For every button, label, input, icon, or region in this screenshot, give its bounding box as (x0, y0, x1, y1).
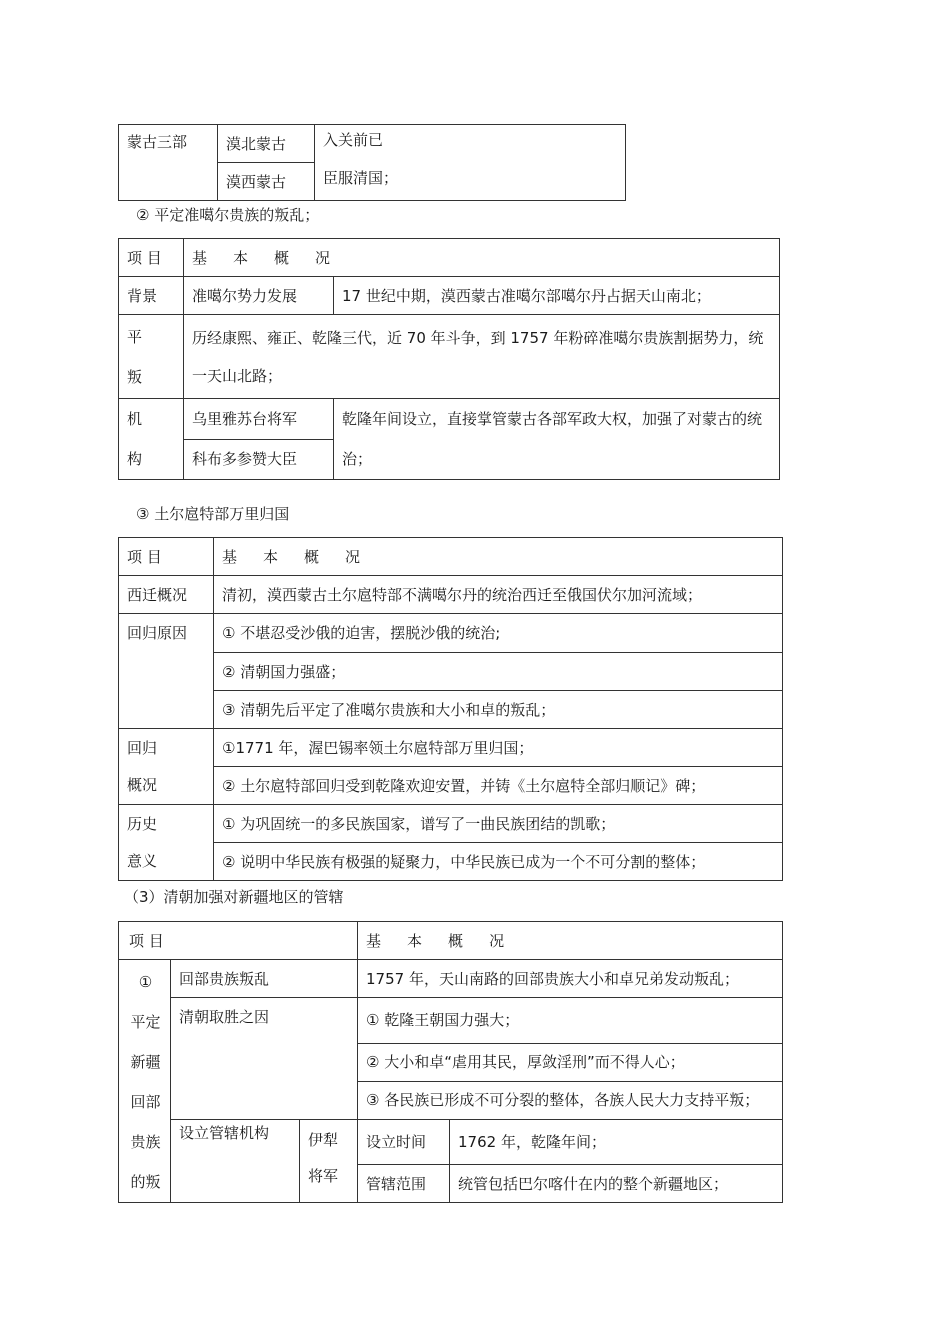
westward-label: 西迁概况 (119, 576, 214, 614)
header-basic: 基 本 概 况 (184, 239, 780, 277)
scope-text: 统管包括巴尔喀什在内的整个新疆地区； (450, 1165, 783, 1203)
jigou-sub2: 科布多参赞大臣 (184, 439, 334, 480)
header-item: 项 目 (119, 538, 214, 576)
moxi-mongol: 漠西蒙古 (218, 163, 315, 201)
return-overview-2: ② 土尔扈特部回归受到乾隆欢迎安置，并铸《土尔扈特全部归顺记》碑； (214, 767, 783, 805)
rebellion-label: 回部贵族叛乱 (171, 960, 358, 998)
return-reason-1: ① 不堪忍受沙俄的迫害，摆脱沙俄的统治; (214, 614, 783, 653)
significance-label: 历史 意义 (119, 805, 214, 881)
victory-reason-3: ③ 各民族已形成不可分裂的整体，各族人民大力支持平叛； (358, 1081, 783, 1119)
background-sub: 准噶尔势力发展 (184, 277, 334, 315)
jigou-sub1: 乌里雅苏台将军 (184, 399, 334, 440)
mongol-table (118, 124, 626, 201)
time-text: 1762 年，乾隆年间； (450, 1119, 783, 1165)
jigou-label: 机 构 (119, 399, 184, 480)
mobei-mongol: 漠北蒙古 (218, 125, 315, 163)
victory-reason-label: 清朝取胜之因 (171, 998, 358, 1120)
heading-xinjiang: （3）清朝加强对新疆地区的管辖 (124, 888, 344, 906)
victory-reason-1: ① 乾隆王朝国力强大； (358, 998, 783, 1044)
return-reason-2: ② 清朝国力强盛； (214, 653, 783, 691)
junggar-table (118, 238, 780, 480)
header-item: 项 目 (119, 922, 358, 960)
rebellion-text: 1757 年，天山南路的回部贵族大小和卓兄弟发动叛乱； (358, 960, 783, 998)
header-basic: 基 本 概 况 (214, 538, 783, 576)
mongol-status: 入关前已 臣服清国； (315, 125, 626, 201)
significance-1: ① 为巩固统一的多民族国家，谱写了一曲民族团结的凯歌； (214, 805, 783, 843)
torghut-table (118, 537, 783, 881)
mongol-label: 蒙古三部 (119, 125, 218, 201)
return-overview-label: 回归 概况 (119, 729, 214, 805)
westward-text: 清初，漠西蒙古土尔扈特部不满噶尔丹的统治西迁至俄国伏尔加河流域； (214, 576, 783, 614)
return-reason-label: 回归原因 (119, 614, 214, 729)
heading-torghut: ③ 土尔扈特部万里归国 (136, 505, 290, 523)
header-basic: 基 本 概 况 (358, 922, 783, 960)
return-reason-3: ③ 清朝先后平定了准噶尔贵族和大小和卓的叛乱； (214, 691, 783, 729)
scope-label: 管辖范围 (358, 1165, 450, 1203)
pingpan-label: 平 叛 (119, 315, 184, 399)
heading-junggar: ② 平定准噶尔贵族的叛乱； (136, 206, 320, 224)
yili-general-label: 伊犁 将军 (300, 1119, 358, 1203)
return-overview-1: ①1771 年，渥巴锡率领土尔扈特部万里归国； (214, 729, 783, 767)
significance-2: ② 说明中华民族有极强的疑聚力，中华民族已成为一个不可分割的整体； (214, 843, 783, 881)
admin-label: 设立管辖机构 (171, 1119, 300, 1203)
jigou-text: 乾隆年间设立，直接掌管蒙古各部军政大权，加强了对蒙古的统治； (334, 399, 780, 480)
background-label: 背景 (119, 277, 184, 315)
victory-reason-2: ② 大小和卓“虐用其民，厚敛淫刑”而不得人心； (358, 1043, 783, 1081)
pingding-label: ① 平定 新疆 回部 贵族 的叛 (119, 960, 171, 1203)
pingpan-text: 历经康熙、雍正、乾隆三代，近 70 年斗争，到 1757 年粉碎准噶尔贵族割据势力，统一天山北路； (184, 315, 780, 399)
background-text: 17 世纪中期，漠西蒙古准噶尔部噶尔丹占据天山南北； (334, 277, 780, 315)
time-label: 设立时间 (358, 1119, 450, 1165)
xinjiang-table (118, 921, 783, 1203)
header-item: 项 目 (119, 239, 184, 277)
